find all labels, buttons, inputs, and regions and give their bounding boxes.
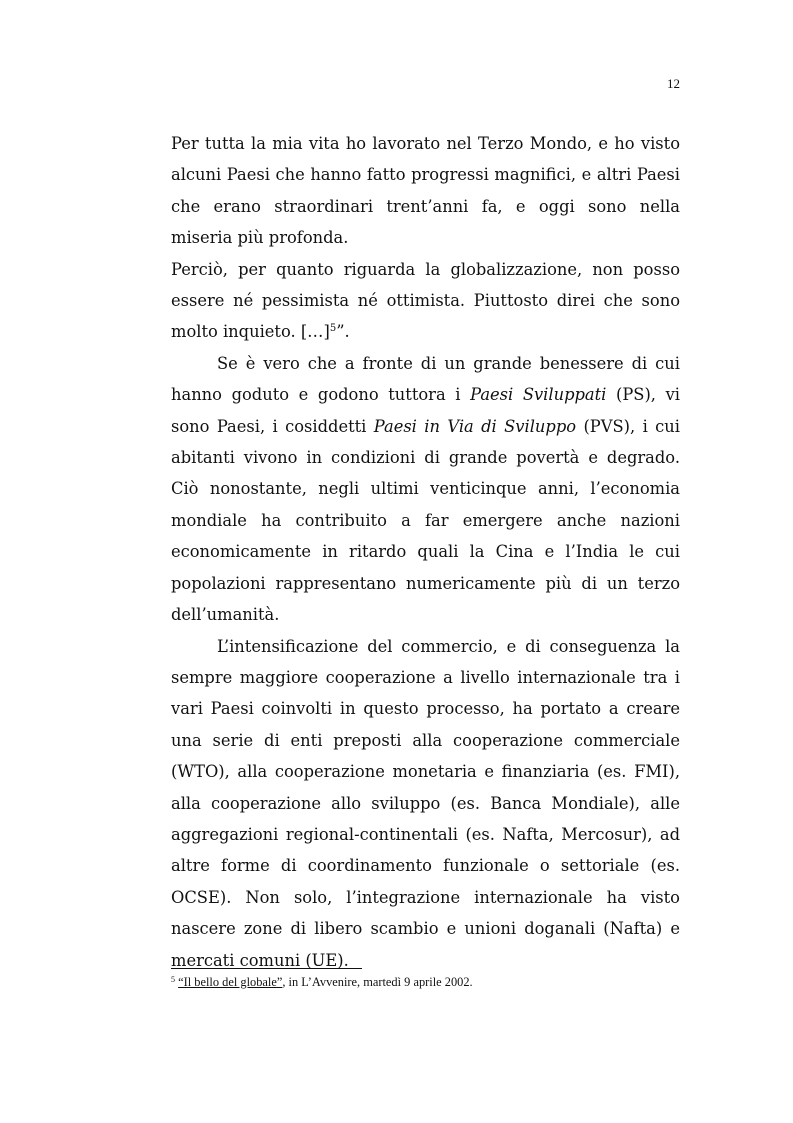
paragraph-developed-countries	[171, 348, 680, 631]
term-paesi-sviluppati: Paesi Sviluppati	[470, 385, 607, 405]
footnote-separator	[171, 968, 362, 969]
paragraph-3-part-b: (PS), vi sono Paesi, i cosiddetti	[171, 385, 681, 436]
paragraph-3-part-a: Se è vero che a fronte di un grande benessere di cui hanno goduto e godono tuttora i	[171, 353, 680, 405]
footnote-source-title: “Il bello del globale”	[178, 975, 283, 989]
quote-paragraph-2-text: Perciò, per quanto riguarda la globalizzazione, non posso essere né pessimista né ottimista. Piuttosto direi che sono molto inquieto. […]	[171, 259, 680, 342]
footnote-reference: 5	[329, 323, 337, 335]
footnote	[171, 974, 680, 990]
quote-paragraph-2	[171, 254, 680, 348]
term-paesi-in-via-di-sviluppo: Paesi in Via di Sviluppo	[373, 416, 577, 436]
paragraph-3-part-c: (PVS), i cui abitanti vivono in condizioni di grande povertà e degrado. Ciò nonostante, negli ultimi venticinque anni, l’economia mondiale ha contribuito a far emergere anche nazioni economicamente in ritardo quali la Cina e l’India le cui popolazioni rappresentano numericamente più di un terzo dell’umanità.	[171, 416, 680, 625]
quote-paragraph-1: Per tutta la mia vita ho lavorato nel Terzo Mondo, e ho visto alcuni Paesi che hanno fatto progressi magnifici, e altri Paesi che erano straordinari trent’anni fa, e oggi sono nella miseria più profonda.	[171, 134, 680, 248]
body-text	[171, 128, 680, 976]
paragraph-international-cooperation: L’intensificazione del commercio, e di conseguenza la sempre maggiore cooperazione a livello internazionale tra i vari Paesi coinvolti in questo processo, ha portato a creare una serie di enti preposti alla cooperazione commerciale (WTO), alla cooperazione monetaria e finanziaria (es. FMI), alla cooperazione allo sviluppo (es. Banca Mondiale), alle aggregazioni regional-continentali (es. Nafta, Mercosur), ad altre forme di coordinamento funzionale o settoriale (es. OCSE). Non solo, l’integrazione internazionale ha visto nascere zone di libero scambio e unioni doganali (Nafta) e mercati comuni (UE).	[171, 636, 680, 970]
quote-close: ”.	[336, 322, 350, 342]
page-number: 12	[667, 76, 680, 91]
footnote-citation: , in L’Avvenire, martedì 9 aprile 2002.	[282, 975, 473, 989]
footnote-number: 5	[171, 975, 175, 984]
